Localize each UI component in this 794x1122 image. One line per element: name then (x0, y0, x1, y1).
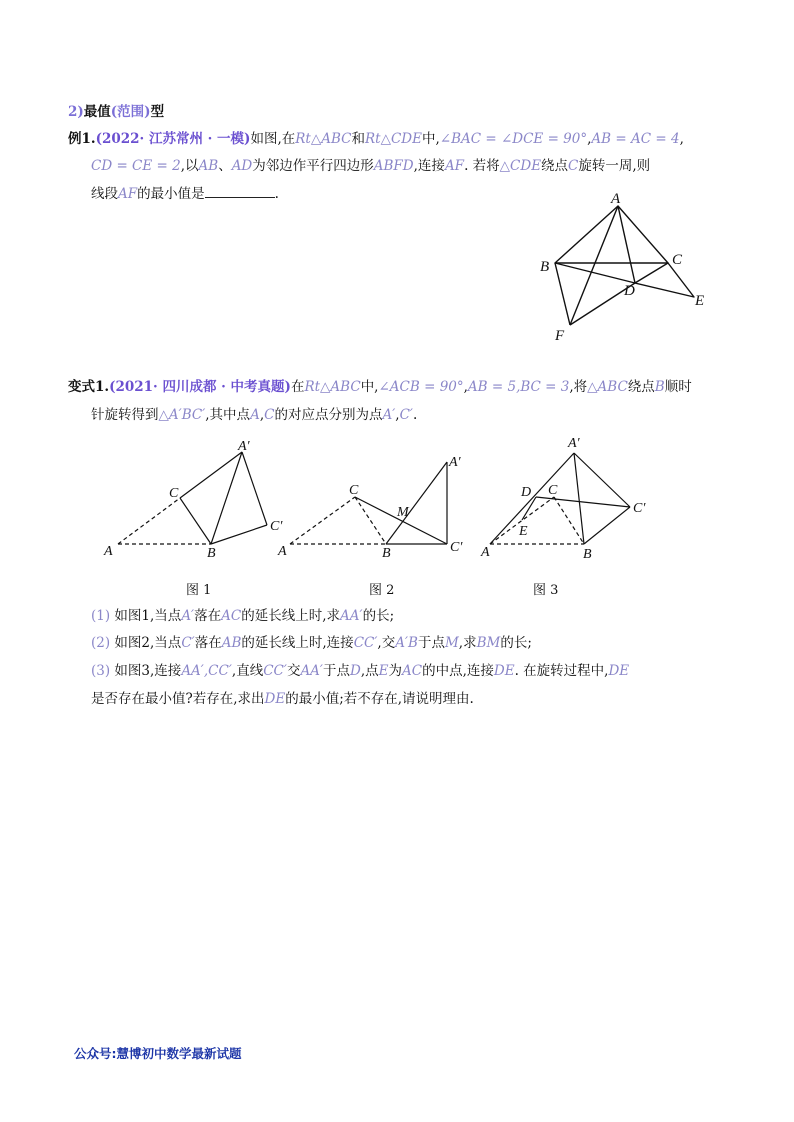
text: 的最小值;若不存在,请说明理由. (285, 691, 474, 707)
label-e: E (695, 293, 705, 309)
variant1-line2 (91, 405, 417, 425)
label-c-prime: C′ (270, 519, 283, 534)
label-b: B (382, 546, 391, 561)
footer-wechat-account: 公众号:慧博初中数学最新试题 (74, 1046, 242, 1061)
text: 绕点 (627, 379, 655, 395)
math: E (378, 663, 389, 679)
variant1-label: 变式1. (68, 379, 110, 395)
figure-2 (277, 455, 463, 561)
segment-cb (180, 498, 211, 544)
label-c: C (672, 252, 683, 268)
variant1-source: (2021· 四川成都 · 中考真题) (109, 379, 291, 395)
segment-bc2 (211, 525, 267, 544)
text: ,将 (569, 379, 588, 395)
variant1-line1 (68, 377, 692, 397)
math: △CDE (499, 158, 542, 174)
text: 如图2,当点 (114, 635, 182, 651)
label-c: C (548, 483, 558, 498)
text: 的长; (362, 608, 395, 624)
example1-figure (530, 185, 730, 350)
question-3-line2 (91, 689, 474, 709)
label-a-prime: A′ (449, 455, 461, 470)
math: C′ (399, 407, 413, 423)
math: AF (444, 158, 465, 174)
label-c: C (169, 486, 179, 501)
text: 落在 (194, 635, 222, 651)
segment-cb (355, 497, 386, 544)
example1-label: 例1. (68, 131, 96, 147)
math: AB = 5,BC = 3 (467, 379, 570, 395)
text: 交 (286, 663, 301, 679)
label-c: C (349, 483, 359, 498)
math: DE (264, 691, 286, 707)
figure-3 (480, 436, 646, 562)
text: ,以 (180, 158, 199, 174)
text: 中, (421, 131, 440, 147)
math: △A′BC′ (158, 407, 206, 423)
math: B (654, 379, 665, 395)
question-number: (3) (91, 663, 111, 679)
text: . 若将 (464, 158, 500, 174)
text: 和 (351, 131, 365, 147)
text: 针旋转得到 (91, 407, 159, 423)
text: , (587, 131, 592, 147)
math: C (264, 407, 275, 423)
label-m: M (397, 505, 409, 520)
text: , (395, 407, 400, 423)
triangle-abc (555, 206, 668, 263)
question-number: (1) (91, 608, 111, 624)
segment-bc2 (584, 507, 630, 544)
math: C′ (181, 635, 195, 651)
text: 落在 (194, 608, 222, 624)
text: 如图3,连接 (114, 663, 182, 679)
text: 顺时 (664, 379, 692, 395)
segment-ad (618, 206, 635, 283)
segment-a2b (211, 452, 242, 544)
example1-source: (2022· 江苏常州 · 一模) (95, 131, 251, 147)
text: 的延长线上时,求 (241, 608, 341, 624)
label-d: D (624, 283, 635, 299)
text: 如图1,当点 (114, 608, 182, 624)
math: AF (118, 186, 138, 202)
math: AB = AC = 4 (591, 131, 680, 147)
text: ,点 (360, 663, 379, 679)
text: 的延长线上时,连接 (241, 635, 354, 651)
segment-bd (555, 263, 635, 283)
text: . 在旋转过程中, (514, 663, 609, 679)
example1-line1 (68, 129, 684, 149)
section-number: 2) (68, 104, 84, 120)
caption-figure-1: 图 1 (186, 583, 212, 598)
math: A′ (382, 407, 396, 423)
question-3-line1 (91, 661, 629, 681)
text: 的对应点分别为点 (274, 407, 383, 423)
math: DE (608, 663, 630, 679)
math: Rt△ABC (304, 379, 361, 395)
math: AC (402, 663, 423, 679)
variant1-figures (95, 428, 675, 568)
math: A′ (181, 608, 195, 624)
math: ABFD (373, 158, 414, 174)
segment-a2c2 (574, 453, 630, 507)
math: CD = CE = 2 (91, 158, 181, 174)
segment-a2b (574, 453, 584, 544)
math: Rt△ABC (295, 131, 352, 147)
label-e: E (519, 524, 528, 539)
segment-af (570, 206, 618, 325)
math: AA′ (300, 663, 324, 679)
segment-a2b (386, 462, 447, 544)
segment-bf (555, 263, 570, 325)
text: 是否存在最小值?若存在,求出 (91, 691, 265, 707)
text: , (463, 379, 468, 395)
segment-a2c2 (242, 452, 267, 525)
text: 旋转一周,则 (578, 158, 651, 174)
question-1 (91, 606, 394, 626)
text: ,求 (458, 635, 477, 651)
math: CC′ (263, 663, 287, 679)
math: △ABC (587, 379, 628, 395)
text: 、 (218, 158, 232, 174)
math: AB (198, 158, 219, 174)
text: , (679, 131, 684, 147)
math: AC (221, 608, 242, 624)
caption-figure-3: 图 3 (533, 583, 559, 598)
label-f: F (555, 328, 565, 344)
label-d: D (521, 485, 532, 500)
label-a: A (278, 544, 287, 559)
math: M (444, 635, 459, 651)
segment-ac (290, 497, 355, 544)
label-c-prime: C′ (633, 501, 646, 516)
label-b: B (583, 547, 592, 562)
triangle-cde (635, 263, 694, 297)
text: 在 (290, 379, 305, 395)
text: 于点 (417, 635, 445, 651)
math: D (350, 663, 361, 679)
question-2 (91, 633, 532, 653)
example1-line2 (91, 156, 650, 176)
math: A (250, 407, 260, 423)
text: ,其中点 (205, 407, 251, 423)
label-b: B (207, 546, 216, 561)
text: 为邻边作平行四边形 (252, 158, 374, 174)
label-a: A (481, 545, 490, 560)
math: A′B (395, 635, 418, 651)
section-heading (68, 102, 164, 122)
answer-blank (205, 185, 275, 198)
section-title-a: 最值 (83, 104, 111, 120)
example1-line3 (91, 184, 279, 204)
text: 如图,在 (250, 131, 296, 147)
math: Rt△CDE (364, 131, 422, 147)
text: . (412, 407, 418, 423)
text: ,交 (377, 635, 396, 651)
math: AB (221, 635, 242, 651)
math: CC′ (353, 635, 378, 651)
text: . (274, 186, 279, 202)
text: 的最小值是 (137, 186, 205, 202)
math: AA′ (340, 608, 363, 624)
label-a: A (104, 544, 113, 559)
segment-aa2 (490, 453, 574, 544)
text: 于点 (323, 663, 351, 679)
label-c-prime: C′ (450, 540, 463, 555)
section-title-c: 型 (150, 104, 165, 120)
math: ∠ACB = 90° (378, 379, 464, 395)
segment-ca2 (180, 452, 242, 498)
label-b: B (540, 259, 550, 275)
math: BM (476, 635, 501, 651)
segment-de (522, 497, 536, 520)
text: 线段 (91, 186, 118, 202)
caption-figure-2: 图 2 (369, 583, 395, 598)
figure-1 (103, 439, 283, 561)
segment-ac (118, 498, 180, 544)
label-a-prime: A′ (568, 436, 580, 451)
text: 的中点,连接 (422, 663, 494, 679)
text: , (259, 407, 265, 423)
math: C (568, 158, 579, 174)
label-a: A (611, 191, 621, 207)
math: AD (231, 158, 253, 174)
text: ,直线 (231, 663, 264, 679)
label-a-prime: A′ (238, 439, 250, 454)
text: ,连接 (413, 158, 445, 174)
section-title-b: (范围) (110, 104, 151, 120)
segment-dc2 (536, 497, 630, 507)
text: 绕点 (541, 158, 569, 174)
math: DE (493, 663, 515, 679)
question-number: (2) (91, 635, 111, 651)
math: AA′,CC′ (181, 663, 232, 679)
text: 为 (388, 663, 402, 679)
text: 中, (360, 379, 379, 395)
math: ∠BAC = ∠DCE = 90° (439, 131, 588, 147)
text: 的长; (500, 635, 532, 651)
